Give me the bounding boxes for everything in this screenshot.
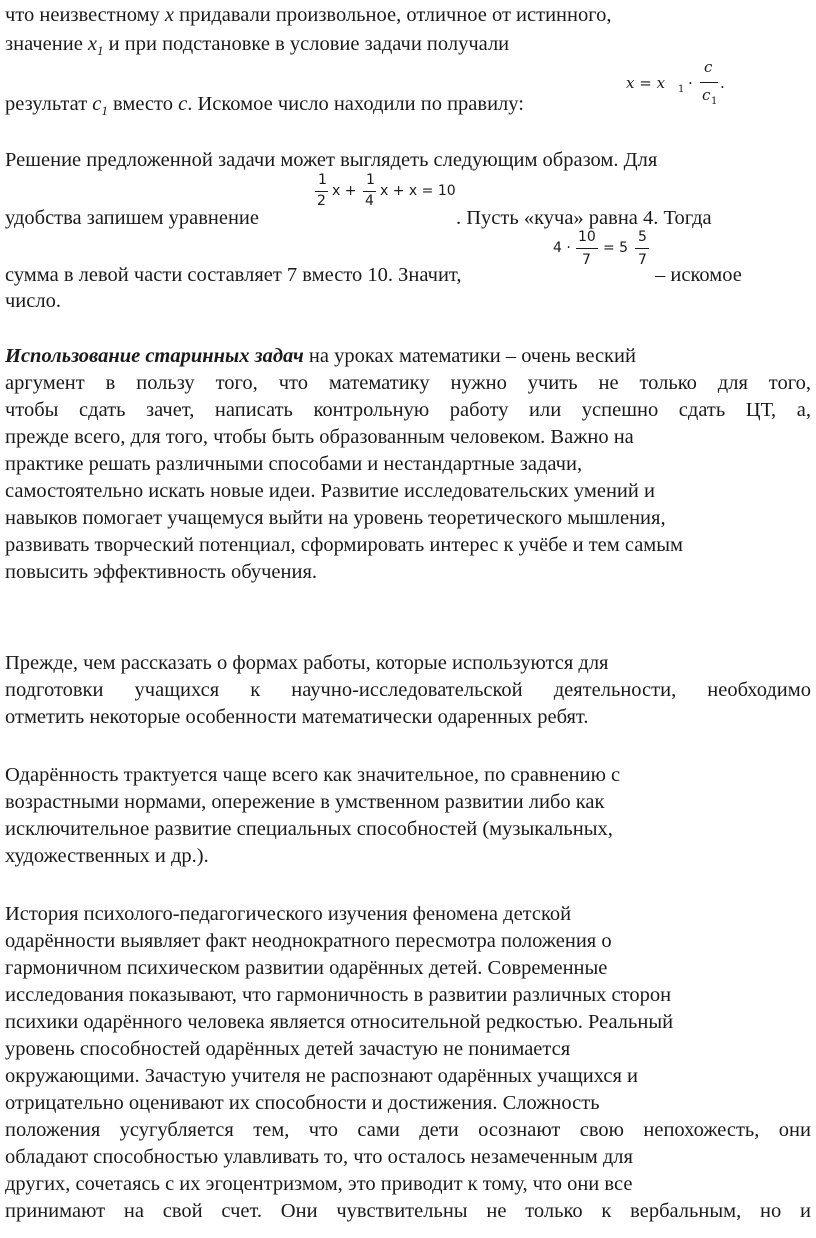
fraction-numerator: 10 [578,229,596,245]
text-fragment: и при подстановке в условие задачи получали [103,33,510,55]
text-line: других, сочетаясь с их эгоцентризмом, это приводит к тому, что они все [5,1173,633,1195]
formula-equation [312,172,462,228]
text-line [5,2,612,28]
text-line: Одарённость трактуется чаще всего как значительное, по сравнению с [5,764,621,786]
text-line: чтобы сдать зачет, написать контрольную работу или успешно сдать ЦТ, а, [5,399,811,421]
fraction-denominator: 2 [317,193,326,209]
fraction-bar [363,191,376,192]
text-line: отметить некоторые особенности математически одаренных ребят. [5,706,589,728]
subscript: 1 [97,43,104,59]
text-fragment: . Пусть «куча» равна 4. Тогда [456,207,712,229]
fraction-denominator: 7 [638,252,647,268]
text-line: развивать творческий потенциал, сформировать интерес к учёбе и тем самым [5,534,684,556]
text-line: практике решать различными способами и нестандартные задачи, [5,453,583,475]
formula-term: = 5 [603,240,629,256]
text-line: навыков помогает учащемуся выйти на уровень теоретического мышления, [5,507,666,529]
text-line: Прежде, чем рассказать о формах работы, которые используются для [5,652,609,674]
text-line: прежде всего, для того, чтобы быть образованным человеком. Важно на [5,426,634,448]
fraction-numerator: 5 [638,229,647,245]
variable-c: c [92,93,102,115]
text-line: самостоятельно искать новые идеи. Развитие исследовательских умений и [5,480,655,502]
variable-x: x [87,33,98,55]
variable-x: x [164,4,175,26]
text-line: обладают способностью улавливать то, что осталось незамеченным для [5,1146,633,1168]
text-fragment: вместо [107,93,179,115]
formula-period: . [720,74,725,92]
text-fragment: что неизвестному [5,4,165,26]
formula-subscript: 1 [711,96,718,107]
text-line: положения усугубляется тем, что сами дети осознают свою непохожесть, они [5,1119,811,1141]
text-fragment: . Искомое число находили по правилу: [187,93,524,115]
formula-numerator: c [704,58,713,76]
text-line: исключительное развитие специальных способностей (музыкальных, [5,818,613,840]
fraction-bar [635,248,649,249]
formula-rule [626,60,736,116]
text-line: повысить эффективность обучения. [5,561,318,583]
text-line: История психолого-педагогического изучения феномена детской [5,903,572,925]
text-line [5,262,461,288]
fraction-bar [315,191,328,192]
subscript: 1 [101,103,108,119]
text-line: одарённости выявляет факт неоднократного пересмотра положения о [5,930,612,952]
text-fragment: значение [5,33,88,55]
text-line: Решение предложенной задачи может выглядеть следующим образом. Для [5,149,658,171]
text-line: возрастными нормами, опережение в умственном развитии либо как [5,791,605,813]
formula-subscript: 1 [678,84,685,95]
formula-dot: · [688,74,693,92]
text-fragment: сумма в левой части составляет 7 вместо 10. Значит, [5,264,462,286]
text-line: психики одарённого человека является относительной редкостью. Реальный [5,1011,674,1033]
fraction-denominator: 4 [365,193,374,209]
text-line: исследования показывают, что гармоничность в развитии различных сторон [5,984,672,1006]
text-line [5,91,524,124]
text-line: подготовки учащихся к научно-исследовательской деятельности, необходимо [5,679,811,701]
formula-lhs: x = x [626,74,666,92]
text-line: окружающими. Зачастую учителя не распознают одарённых учащихся и [5,1065,638,1087]
text-line [655,262,742,288]
text-line [5,31,509,64]
text-line [5,205,259,231]
text-line [5,343,636,369]
emphasis-heading: Использование старинных задач [5,345,304,367]
fraction-bar [576,248,598,249]
fraction-denominator: 7 [582,252,591,268]
variable-c: c [178,93,188,115]
text-line: гармоничном психическом развитии одарённых детей. Современные [5,957,608,979]
formula-term: x + x = 10 [380,183,456,199]
formula-term: 4 · [553,240,571,256]
fraction-numerator: 1 [318,172,327,188]
fraction-bar [700,82,718,83]
text-fragment: придавали произвольное, отличное от истинного, [174,4,612,26]
text-line: принимают на свой счет. Они чувствительны не только к вербальным, но и [5,1200,811,1222]
fraction-numerator: 1 [366,172,375,188]
formula-answer [553,226,653,282]
text-fragment: на уроках математики – очень веский [303,345,636,367]
text-line: уровень способностей одарённых детей зачастую не понимается [5,1038,571,1060]
text-fragment: – искомое [655,264,742,286]
text-fragment: удобства запишем уравнение [5,207,259,229]
formula-denominator: c [702,86,711,104]
formula-term: x + [332,183,357,199]
text-line: отрицательно оценивают их способности и достижения. Сложность [5,1092,600,1114]
text-line: аргумент в пользу того, что математику нужно учить не только для того, [5,372,811,394]
text-line: художественных и др.). [5,845,209,867]
text-line: число. [5,290,61,312]
text-fragment: результат [5,93,93,115]
